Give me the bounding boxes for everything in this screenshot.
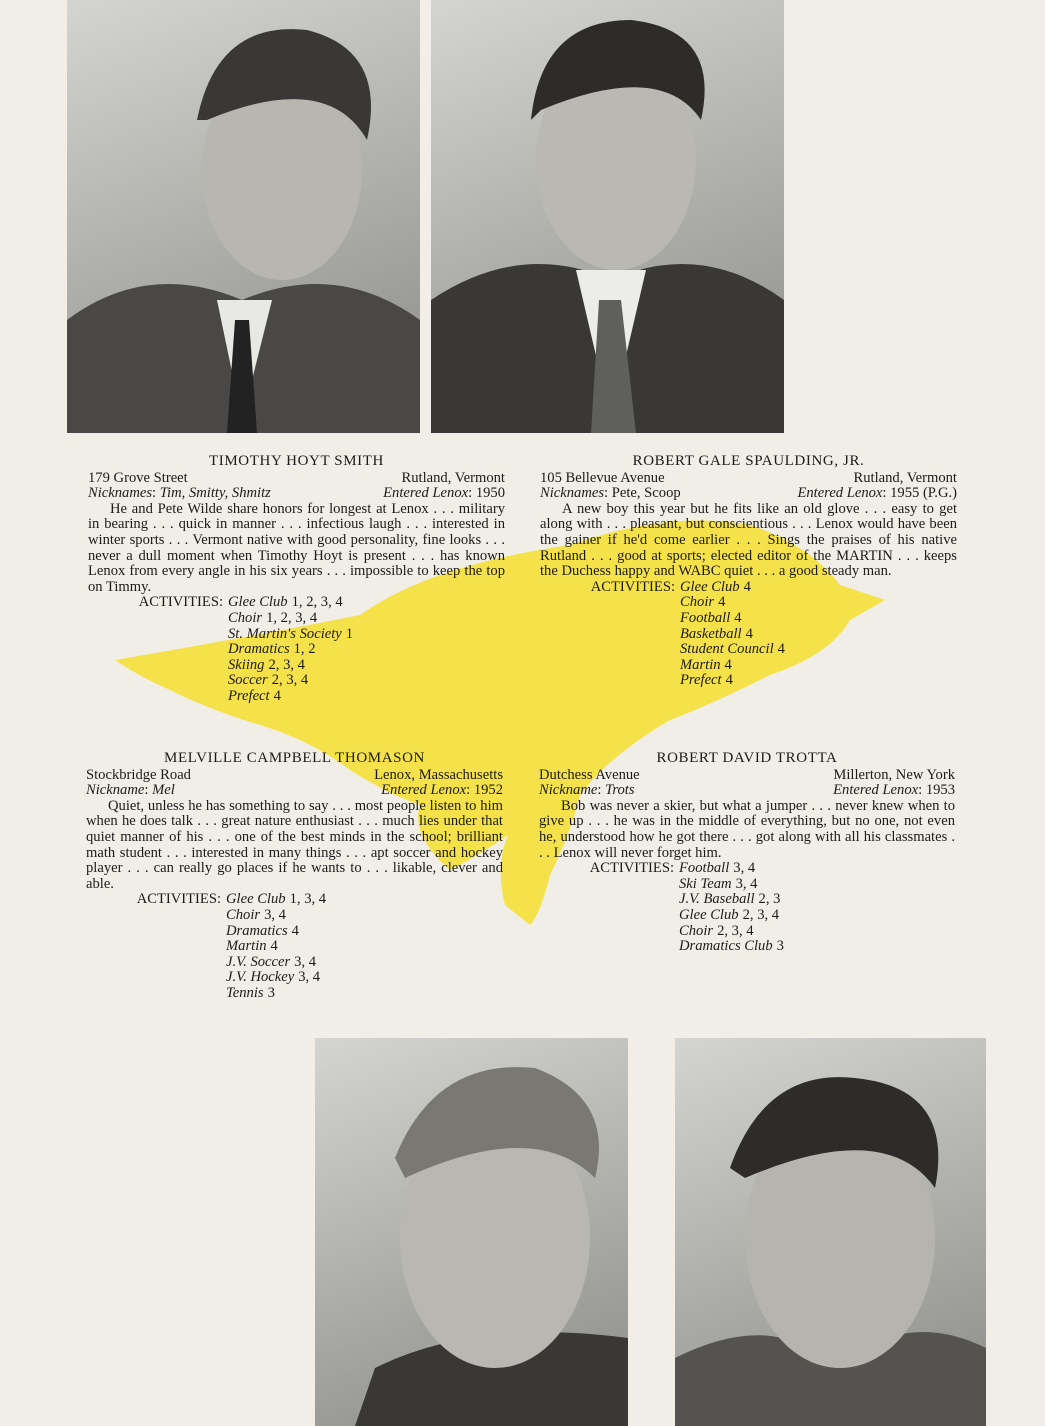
nickname-label: Nickname: [86, 782, 145, 799]
nickname-row: Nicknames: Tim, Smitty, Shmitz Entered Lenox: 1950: [88, 485, 505, 502]
address-row: [86, 768, 503, 784]
activity-item: Glee Club 1, 2, 3, 4: [228, 594, 343, 611]
entered-label: Entered Lenox: [833, 782, 919, 799]
portrait-figure: [67, 0, 420, 433]
activity-item: Ski Team 3, 4: [679, 875, 758, 892]
activity-item: Martin 4: [680, 656, 732, 673]
activity-item: Dramatics 4: [226, 922, 299, 939]
activity-item: Prefect 4: [228, 687, 281, 704]
entered-year: 1950: [475, 485, 505, 502]
senior-name: TIMOTHY HOYT SMITH: [209, 453, 384, 469]
activity-item: Glee Club 4: [680, 578, 751, 595]
activity-item: Choir 4: [680, 594, 726, 611]
activities: [88, 595, 505, 704]
activity-item: Soccer 2, 3, 4: [228, 672, 309, 689]
activity-item: Martin 4: [226, 938, 278, 955]
activity-item: Student Council 4: [680, 641, 785, 658]
activities: [86, 892, 503, 1001]
city: Rutland, Vermont: [401, 469, 505, 486]
activities-label: ACTIVITIES:: [136, 891, 221, 908]
portrait-figure: [431, 0, 784, 433]
nickname-label: Nickname: [539, 782, 598, 799]
nickname-label: Nicknames: [540, 485, 605, 502]
nickname-row: Nicknames: Pete, Scoop Entered Lenox: 1955 (P.G.): [540, 485, 957, 502]
portrait-thomason: [315, 1038, 628, 1426]
entered-year: 1953: [925, 782, 955, 799]
activity-item: Prefect 4: [680, 672, 733, 689]
nickname: Tim, Smitty, Shmitz: [159, 485, 271, 502]
activities-list: [226, 892, 326, 1001]
portrait-smith: [67, 0, 420, 433]
activities-list: [680, 580, 785, 689]
bio: Bob was never a skier, but what a jumper . . . never knew when to give up . . . he was in the middle of everything, but no one, not even he, understood how he got there . . . got along with all his classmates . . . Lenox will never forget him.: [539, 797, 955, 861]
entered-label: Entered Lenox: [797, 485, 883, 502]
activity-item: Choir 3, 4: [226, 906, 286, 923]
senior-entry-smith: [88, 454, 505, 705]
senior-entry-trotta: [539, 751, 955, 955]
senior-name: MELVILLE CAMPBELL THOMASON: [164, 750, 425, 766]
activity-item: Glee Club 2, 3, 4: [679, 906, 780, 923]
activity-item: Football 4: [680, 609, 742, 626]
portrait-figure: [675, 1038, 986, 1426]
city: Millerton, New York: [833, 766, 955, 783]
portrait-trotta: [675, 1038, 986, 1426]
street-address: Dutchess Avenue: [539, 766, 640, 783]
activities-list: [679, 861, 784, 955]
nickname-row: Nickname: Mel Entered Lenox: 1952: [86, 782, 503, 799]
activity-item: Skiing 2, 3, 4: [228, 656, 305, 673]
nickname: Pete, Scoop: [611, 485, 681, 502]
activities: [539, 861, 955, 955]
activities-label: ACTIVITIES:: [589, 860, 674, 877]
activity-item: Basketball 4: [680, 625, 753, 642]
nickname-row: Nickname: Trots Entered Lenox: 1953: [539, 782, 955, 799]
activity-item: Glee Club 1, 3, 4: [226, 891, 327, 908]
entered-label: Entered Lenox: [381, 782, 467, 799]
activities-label: ACTIVITIES:: [138, 594, 223, 611]
portrait-figure: [315, 1038, 628, 1426]
entered-label: Entered Lenox: [383, 485, 469, 502]
activity-item: St. Martin's Society 1: [228, 625, 354, 642]
entered-year: 1952: [473, 782, 503, 799]
activity-item: Football 3, 4: [679, 860, 756, 877]
street-address: 179 Grove Street: [88, 469, 188, 486]
senior-name: ROBERT DAVID TROTTA: [656, 750, 838, 766]
portrait-spaulding: [431, 0, 784, 433]
address-row: [88, 471, 505, 487]
activity-item: Choir 1, 2, 3, 4: [228, 609, 318, 626]
street-address: Stockbridge Road: [86, 766, 191, 783]
bio: Quiet, unless he has something to say . . . most people listen to him when he does talk . . . great nature enthusiast . . . much lies under that quiet manner of his . . . one of the best minds in the school; brilliant math student . . . interested in many things . . . apt soccer and hockey player . . . can really go places if he wants to . . . likable, clever and able.: [86, 797, 503, 892]
entered-year: 1955 (P.G.): [890, 485, 957, 502]
activity-item: J.V. Soccer 3, 4: [226, 953, 317, 970]
activities-label: ACTIVITIES:: [590, 578, 675, 595]
senior-name: ROBERT GALE SPAULDING, JR.: [632, 453, 865, 469]
city: Rutland, Vermont: [853, 469, 957, 486]
activities: [540, 580, 957, 689]
activity-item: J.V. Hockey 3, 4: [226, 969, 321, 986]
nickname-label: Nicknames: [88, 485, 153, 502]
activity-item: Dramatics Club 3: [679, 938, 784, 955]
senior-entry-thomason: [86, 751, 503, 1002]
activities-list: [228, 595, 353, 704]
address-row: [540, 471, 957, 487]
city: Lenox, Massachusetts: [374, 766, 503, 783]
senior-entry-spaulding: [540, 454, 957, 689]
bio: A new boy this year but he fits like an old glove . . . easy to get along with . . . pleasant, but conscientious . . . Lenox would have been the gainer if he'd come earlier . . . Sings the praises of his native Rutland . . . good at sports; elected editor of the MARTIN . . . keeps the Duchess happy and WABC quiet . . . a good steady man.: [540, 500, 957, 580]
address-row: [539, 768, 955, 784]
activity-item: J.V. Baseball 2, 3: [679, 891, 781, 908]
nickname: Mel: [152, 782, 175, 799]
bio: He and Pete Wilde share honors for longest at Lenox . . . military in bearing . . . quick in manner . . . infectious laugh . . . interested in winter sports . . . Vermont native with good personality, fine looks . . . never a dull moment when Timothy Hoyt is present . . . has known Lenox from every angle in his six years . . . impossible to keep the top on Timmy.: [88, 500, 505, 595]
activity-item: Tennis 3: [226, 984, 275, 1001]
nickname: Trots: [605, 782, 635, 799]
activity-item: Choir 2, 3, 4: [679, 922, 754, 939]
street-address: 105 Bellevue Avenue: [540, 469, 665, 486]
activity-item: Dramatics 1, 2: [228, 641, 316, 658]
